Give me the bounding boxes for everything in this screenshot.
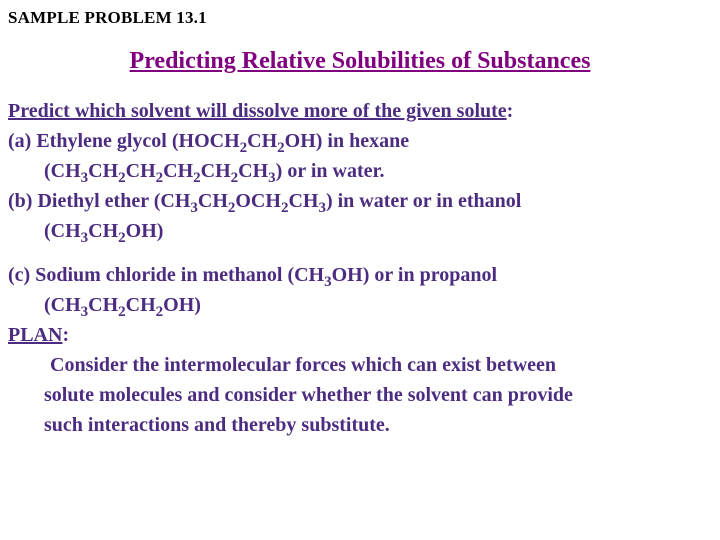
problem-body: [8, 96, 712, 440]
spacer: [8, 246, 712, 260]
item-a-line1: (a) Ethylene glycol $(HOCH_2CH_2OH)$ in hexane: [8, 130, 410, 156]
plan-label-line: [8, 320, 712, 350]
plan-colon: :: [62, 324, 70, 346]
item-c-line1: (c) Sodium chloride in methanol $(CH_3OH)$ or in propanol: [8, 264, 498, 290]
item-a-line2: $(CH_3CH_2CH_2CH_2CH_2CH_3)$ or in water.: [44, 160, 385, 186]
plan-line3: such interactions and thereby substitute.: [44, 414, 390, 436]
item-c-line2: $(CH_3CH_2CH_2OH)$: [44, 294, 201, 320]
plan-line2: solute molecules and consider whether the solvent can provide: [44, 384, 573, 406]
item-b-line1: (b) Diethyl ether $(CH_3CH_2OCH_2CH_3)$ in water or in ethanol: [8, 190, 522, 216]
prompt-line: [8, 96, 712, 126]
title-text: Predicting Relative Solubilities of Substances: [129, 48, 591, 74]
plan-label: PLAN: [8, 324, 63, 346]
plan-line1: Consider the intermolecular forces which can exist between: [50, 354, 557, 376]
prompt-text: Predict which solvent will dissolve more of the given solute: [8, 100, 507, 122]
prompt-colon: :: [506, 100, 514, 122]
page-title: [0, 48, 720, 75]
problem-header: SAMPLE PROBLEM 13.1: [8, 8, 207, 27]
item-b-line2: $(CH_3CH_2OH)$: [44, 220, 164, 246]
